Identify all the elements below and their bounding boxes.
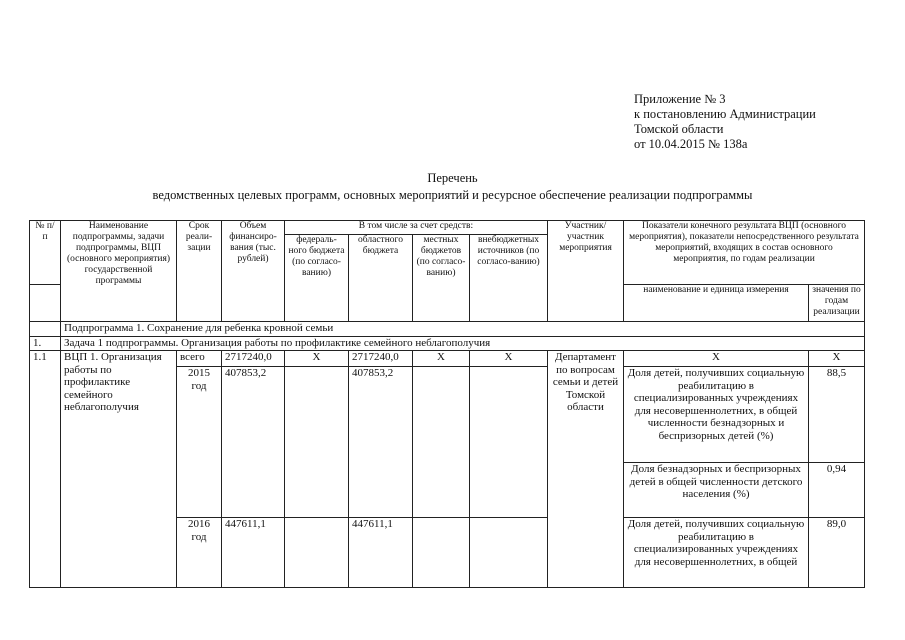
document-title: Перечень — [427, 171, 478, 185]
header-indicator-name: наименование и единица измерения — [624, 285, 809, 322]
y2016-federal — [285, 518, 349, 588]
y2015-indicator-1-value: 88,5 — [809, 367, 865, 463]
y2015-volume: 407853,2 — [222, 367, 285, 518]
total-local: X — [413, 351, 470, 367]
y2016-regional: 447611,1 — [349, 518, 413, 588]
header-extra: внебюджетных источников (по согласо-ванию) — [470, 235, 548, 322]
item-name: ВЦП 1. Организация работы по профилактике семейного неблагополучия — [61, 351, 177, 588]
y2015-term: 2015 год — [177, 367, 222, 518]
total-indicator-name: X — [624, 351, 809, 367]
y2016-volume: 447611,1 — [222, 518, 285, 588]
header-term: Срок реали-зации — [177, 221, 222, 322]
subprogram-row: Подпрограмма 1. Сохранение для ребенка кровной семьи — [61, 322, 865, 337]
programs-table — [29, 220, 865, 588]
header-volume: Объем финансиро-вания (тыс. рублей) — [222, 221, 285, 322]
y2016-indicator-1-name: Доля детей, получивших социальную реабилитацию в специализированных учреждениях для несовершеннолетних, в общей — [624, 518, 809, 588]
appendix-line-3: Томской области — [634, 122, 724, 136]
header-local: местных бюджетов (по согласо-ванию) — [413, 235, 470, 322]
y2016-term: 2016 год — [177, 518, 222, 588]
total-federal: X — [285, 351, 349, 367]
total-regional: 2717240,0 — [349, 351, 413, 367]
y2015-regional: 407853,2 — [349, 367, 413, 518]
header-federal: федераль-ного бюджета (по согласо-ванию) — [285, 235, 349, 322]
total-volume: 2717240,0 — [222, 351, 285, 367]
y2015-local — [413, 367, 470, 518]
header-num-cont — [30, 285, 61, 322]
item-num: 1.1 — [30, 351, 61, 588]
appendix-block — [634, 92, 816, 152]
total-term: всего — [177, 351, 222, 367]
y2015-indicator-1-name: Доля детей, получивших социальную реабилитацию в специализированных учреждениях для несовершеннолетних, в общей численности безнадзорных и беспризорных детей (%) — [624, 367, 809, 463]
participant-cell: Департамент по вопросам семьи и детей Томской области — [548, 351, 624, 588]
y2015-extra — [470, 367, 548, 518]
header-participant: Участник/ участник мероприятия — [548, 221, 624, 322]
total-indicator-value: X — [809, 351, 865, 367]
document-subtitle: ведомственных целевых программ, основных мероприятий и ресурсное обеспечение реализации подпрограммы — [152, 188, 753, 202]
y2015-indicator-2-value: 0,94 — [809, 463, 865, 518]
appendix-line-4: от 10.04.2015 № 138а — [634, 137, 748, 151]
header-regional: областного бюджета — [349, 235, 413, 322]
sub-num — [30, 322, 61, 337]
header-indicator-values: значения по годам реализации — [809, 285, 865, 322]
header-indicators: Показатели конечного результата ВЦП (основного мероприятия), показатели непосредственного результата мероприятий, входящих в состав основного мероприятия, по годам реализации — [624, 221, 865, 285]
y2015-federal — [285, 367, 349, 518]
y2015-indicator-2-name: Доля безнадзорных и беспризорных детей в общей численности детского населения (%) — [624, 463, 809, 518]
y2016-indicator-1-value: 89,0 — [809, 518, 865, 588]
header-num: № п/п — [30, 221, 61, 285]
task-num: 1. — [30, 337, 61, 351]
header-name: Наименование подпрограммы, задачи подпрограммы, ВЦП (основного мероприятия) государственной программы — [61, 221, 177, 322]
header-including: В том числе за счет средств: — [285, 221, 548, 235]
appendix-line-2: к постановлению Администрации — [634, 107, 816, 121]
y2016-local — [413, 518, 470, 588]
task-row: Задача 1 подпрограммы. Организация работы по профилактике семейного неблагополучия — [61, 337, 865, 351]
total-extra: X — [470, 351, 548, 367]
y2016-extra — [470, 518, 548, 588]
appendix-line-1: Приложение № 3 — [634, 92, 726, 106]
